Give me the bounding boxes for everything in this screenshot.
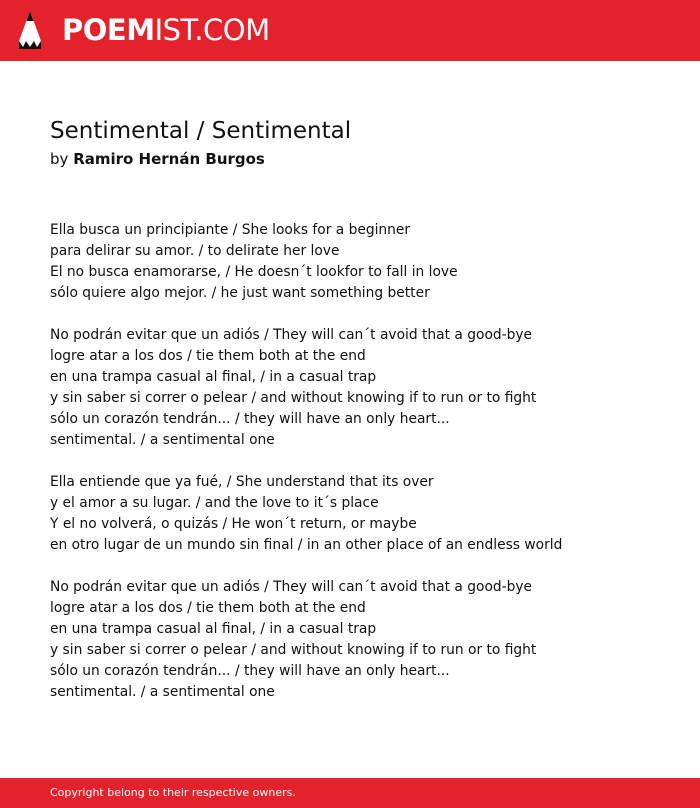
poem-line: para delirar su amor. / to delirate her love [50, 243, 340, 259]
poem-line: sólo un corazón tendrán... / they will have an only heart... [50, 663, 450, 679]
by-label: by [50, 150, 69, 168]
author-name: Ramiro Hernán Burgos [73, 150, 265, 168]
stanza [50, 220, 670, 304]
poem-line: Ella entiende que ya fué, / She understand that its over [50, 474, 434, 490]
stanza-gap [50, 304, 670, 325]
stanza-gap [50, 451, 670, 472]
site-header [0, 0, 700, 61]
poem-body [50, 220, 670, 703]
poem-line: y el amor a su lugar. / and the love to it´s place [50, 495, 379, 511]
logo-text-bold: POEM [62, 13, 155, 47]
byline [50, 150, 265, 168]
stanza [50, 325, 670, 451]
pencil-logo-icon[interactable] [17, 11, 43, 51]
poem-line: sólo un corazón tendrán... / they will have an only heart... [50, 411, 450, 427]
poem-line: sentimental. / a sentimental one [50, 432, 275, 448]
poem-line: y sin saber si correr o pelear / and without knowing if to run or to fight [50, 390, 537, 406]
poem-line: en una trampa casual al final, / in a casual trap [50, 369, 377, 385]
poem-title: Sentimental / Sentimental [50, 118, 352, 144]
poem-line: logre atar a los dos / tie them both at the end [50, 600, 366, 616]
copyright-text: Copyright belong to their respective owners. [50, 786, 296, 799]
logo-text-light: IST.COM [154, 13, 270, 47]
stanza [50, 577, 670, 703]
poem-line: y sin saber si correr o pelear / and without knowing if to run or to fight [50, 642, 537, 658]
poem-line: El no busca enamorarse, / He doesn´t lookfor to fall in love [50, 264, 458, 280]
poem-line: Ella busca un principiante / She looks for a beginner [50, 222, 411, 238]
poem-line: No podrán evitar que un adiós / They will can´t avoid that a good-bye [50, 327, 533, 343]
poem-line: Y el no volverá, o quizás / He won´t return, or maybe [50, 516, 417, 532]
poem-line: en otro lugar de un mundo sin final / in an other place of an endless world [50, 537, 563, 553]
poem-line: No podrán evitar que un adiós / They will can´t avoid that a good-bye [50, 579, 533, 595]
stanza [50, 472, 670, 556]
poem-line: sólo quiere algo mejor. / he just want something better [50, 285, 430, 301]
poem-line: logre atar a los dos / tie them both at the end [50, 348, 366, 364]
stanza-gap [50, 556, 670, 577]
site-logo[interactable] [62, 13, 270, 47]
site-footer [0, 778, 700, 808]
poem-line: en una trampa casual al final, / in a casual trap [50, 621, 377, 637]
poem-line: sentimental. / a sentimental one [50, 684, 275, 700]
